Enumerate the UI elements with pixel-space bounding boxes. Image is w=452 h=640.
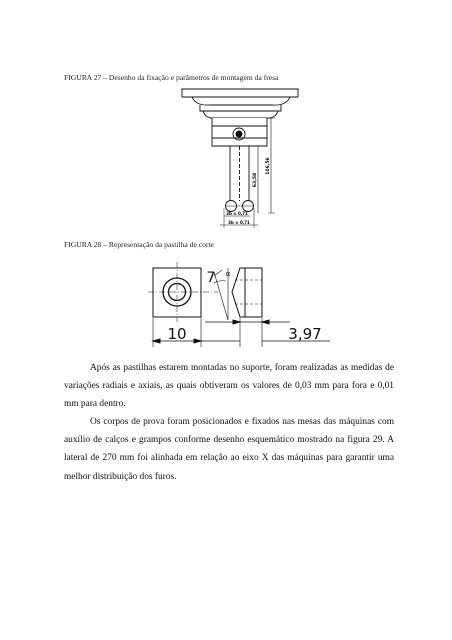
paragraph-1-text: Após as pastilhas estarem montadas no suporte, foram realizadas as medidas de variações radiais e axiais, as quais obtiveram os valores de 0,03 mm para fora e 0,01 mm para dentro.	[64, 363, 394, 410]
fig28-dim-thickness: 3,97	[288, 325, 322, 343]
fig27-dim-vertical-2: 63,58	[253, 172, 258, 188]
fig28-angle-value: 7	[206, 270, 216, 286]
figure-28-caption: FIGURA 28 – Representação da pastilha de corte	[64, 240, 214, 249]
fig27-dim-horizontal-2: 3b ± 0,71	[228, 220, 250, 225]
figure-27-caption: FIGURA 27 – Desenho da fixação e parâmetros de montagem da fresa	[64, 73, 279, 82]
figure-27-drawing	[182, 89, 298, 228]
paragraph-2-text: Os corpos de prova foram posicionados e fixados nas mesas das máquinas com auxílio de calços e grampos conforme desenho esquemático mostrado na figura 29. A lateral de 270 mm foi alinhada em relação ao eixo X das máquinas para garantir uma melhor distribuição dos furos.	[64, 417, 394, 482]
body-paragraph-2	[64, 413, 394, 486]
fig28-dim-width: 10	[167, 325, 187, 343]
fig27-dim-vertical-1: 106,56	[266, 157, 271, 175]
body-paragraph-1	[64, 359, 394, 414]
fig28-angle-label: α	[225, 270, 231, 278]
fig27-dim-horizontal-1: 3b ± 0,71	[226, 211, 248, 216]
